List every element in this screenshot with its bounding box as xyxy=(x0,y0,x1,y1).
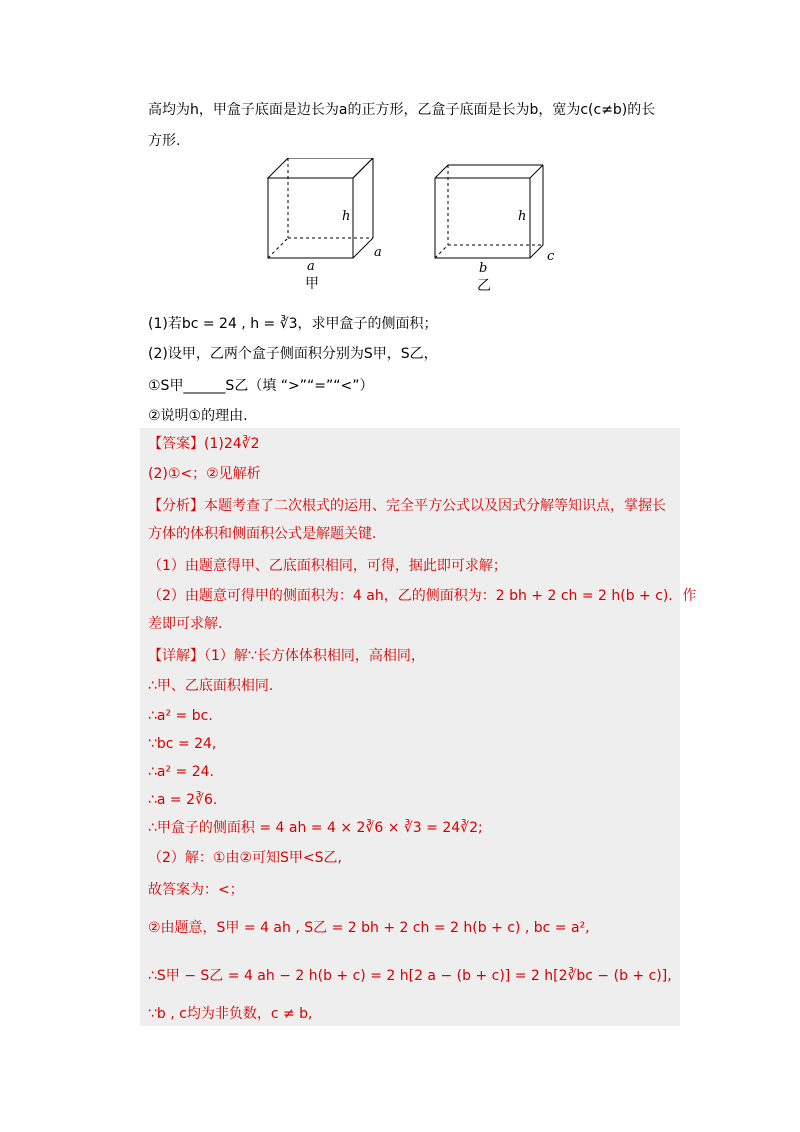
intro-line-1: 高均为h，甲盒子底面是边长为a的正方形，乙盒子底面是长为b，宽为c(c≠b)的长 xyxy=(148,102,656,118)
detail-text-1: （1）解∵长方体体积相同，高相同， xyxy=(204,648,425,664)
box1-top-face xyxy=(268,158,373,178)
box1-name: 甲 xyxy=(305,276,319,292)
box1-label-a-bottom: a xyxy=(307,259,315,274)
question-2b: ②说明①的理由. xyxy=(148,408,248,424)
question-1: (1)若bc = 24 , h = ∛3，求甲盒子的侧面积； xyxy=(148,316,438,332)
question-2: (2)设甲，乙两个盒子侧面积分别为S甲，S乙， xyxy=(148,346,438,362)
intro-line-2: 方形. xyxy=(148,133,181,149)
question-2a: ①S甲______S乙（填 “>”“=”“<”） xyxy=(148,378,374,394)
detail-line-6: ∴a = 2∛6. xyxy=(148,792,218,808)
analysis-line-3: （1）由题意得甲、乙底面积相同，可得，据此即可求解； xyxy=(148,558,507,574)
analysis-line-5: 差即可求解. xyxy=(148,616,223,632)
boxes-diagram xyxy=(260,158,580,298)
box1-label-h: h xyxy=(342,209,351,224)
answer-line-1 xyxy=(148,434,259,454)
figure-boxes xyxy=(260,158,580,302)
detail-line-3: ∴a² = bc. xyxy=(148,708,213,724)
detail-line-12: ∵b , c均为非负数，c ≠ b, xyxy=(148,1006,313,1022)
detail-line-5: ∴a² = 24. xyxy=(148,764,214,780)
detail-line-4: ∵bc = 24, xyxy=(148,736,217,752)
box2-label-c: c xyxy=(547,249,555,264)
detail-line-8: （2）解：①由②可知S甲<S乙, xyxy=(148,850,342,866)
detail-line-7: ∴甲盒子的侧面积 = 4 ah = 4 × 2∛6 × ∛3 = 24∛2; xyxy=(148,820,483,836)
box1-front-face xyxy=(268,178,353,258)
answer-part-1: (1)24∛2 xyxy=(204,436,260,452)
box1-label-a-side: a xyxy=(374,245,382,260)
box2-front-face xyxy=(435,178,530,258)
answer-label: 【答案】 xyxy=(148,436,204,452)
detail-line-2: ∴甲、乙底面积相同. xyxy=(148,678,274,694)
analysis-text-1: 本题考查了二次根式的运用、完全平方公式以及因式分解等知识点，掌握长 xyxy=(204,498,666,514)
analysis-line-1 xyxy=(148,496,666,516)
analysis-label: 【分析】 xyxy=(148,498,204,514)
detail-line-11: ∴S甲 − S乙 = 4 ah − 2 h(b + c) = 2 h[2 a − (b + c)] = 2 h[2∛bc − (b + c)], xyxy=(148,968,672,984)
detail-label: 【详解】 xyxy=(148,648,204,664)
answer-part-2: (2)①<；②见解析 xyxy=(148,466,261,482)
detail-line-1 xyxy=(148,646,425,666)
box2-label-b: b xyxy=(479,261,488,276)
box2-label-h: h xyxy=(518,209,527,224)
detail-line-10: ②由题意，S甲 = 4 ah , S乙 = 2 bh + 2 ch = 2 h(b + c) , bc = a², xyxy=(148,920,590,936)
analysis-line-4: （2）由题意可得甲的侧面积为：4 ah，乙的侧面积为：2 bh + 2 ch = 2 h(b + c)．作 xyxy=(148,588,697,604)
box2-name: 乙 xyxy=(477,278,491,294)
detail-line-9: 故答案为：<； xyxy=(148,882,244,898)
analysis-line-2: 方体的体积和侧面积公式是解题关键. xyxy=(148,526,377,542)
